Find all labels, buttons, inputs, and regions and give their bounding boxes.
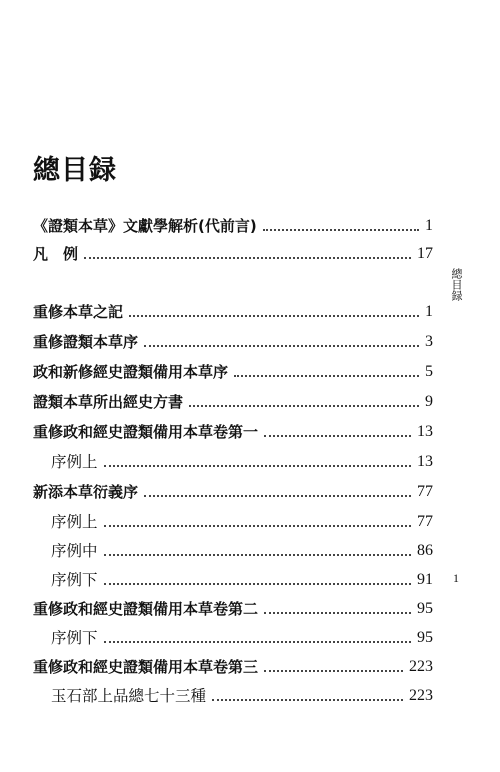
- toc-entry[interactable]: [33, 360, 433, 384]
- toc-entry-page: 9: [425, 393, 433, 410]
- leader-dots: [263, 228, 419, 231]
- toc-entry-page: 13: [417, 423, 433, 440]
- toc-entry-page: 77: [417, 513, 433, 530]
- toc-entry[interactable]: [33, 420, 433, 444]
- toc-entry-page: 91: [417, 571, 433, 588]
- leader-dots: [104, 553, 411, 556]
- toc-entry-label: 重修政和經史證類備用本草卷第二: [33, 600, 259, 618]
- toc-entry-page: 95: [417, 600, 433, 617]
- toc-entry-label: 玉石部上品總七十三種: [51, 687, 207, 705]
- leader-dots: [264, 669, 403, 672]
- leader-dots: [104, 582, 411, 585]
- leader-dots: [104, 464, 411, 467]
- page-title: 總目録: [33, 155, 117, 186]
- toc-entry-page: 95: [417, 629, 433, 646]
- toc-entry-label: 證類本草所出經史方書: [33, 393, 184, 411]
- toc-entry-label: 序例下: [51, 629, 98, 647]
- toc-entry-label: 序例上: [51, 513, 98, 531]
- toc-entry[interactable]: [33, 655, 433, 679]
- leader-dots: [104, 640, 411, 643]
- toc-entry[interactable]: [33, 300, 433, 324]
- toc-entry-label: 新添本草衍義序: [33, 483, 139, 501]
- toc-entry-label: 序例下: [51, 571, 98, 589]
- toc-entry-page: 3: [425, 333, 433, 350]
- toc-entry-page: 5: [425, 363, 433, 380]
- toc-entry-label: 重修政和經史證類備用本草卷第三: [33, 658, 259, 676]
- toc-entry-label: 重修本草之記: [33, 303, 124, 321]
- toc-entry-label: 序例上: [51, 453, 98, 471]
- toc-entry-page: 223: [409, 658, 433, 675]
- toc-entry[interactable]: [51, 539, 433, 563]
- toc-entry[interactable]: [51, 510, 433, 534]
- toc-entry[interactable]: [33, 597, 433, 621]
- leader-dots: [144, 494, 411, 497]
- leader-dots: [129, 314, 419, 317]
- toc-entry[interactable]: [33, 390, 433, 414]
- toc-entry[interactable]: [33, 214, 433, 238]
- toc-entry[interactable]: [51, 684, 433, 708]
- leader-dots: [264, 611, 411, 614]
- leader-dots: [84, 256, 411, 259]
- leader-dots: [212, 698, 403, 701]
- toc-entry-page: 86: [417, 542, 433, 559]
- toc-entry[interactable]: [51, 450, 433, 474]
- toc-entry-label: 重修政和經史證類備用本草卷第一: [33, 423, 259, 441]
- toc-entry[interactable]: [51, 626, 433, 650]
- running-header: 總目録: [450, 268, 463, 301]
- page-number: 1: [453, 571, 459, 585]
- toc-entry-label: 《證類本草》文獻學解析(代前言): [33, 217, 257, 235]
- leader-dots: [144, 344, 419, 347]
- toc-entry-page: 1: [425, 217, 433, 234]
- leader-dots: [234, 374, 419, 377]
- toc-entry-page: 77: [417, 483, 433, 500]
- toc-entry-label: 凡 例: [33, 245, 79, 263]
- leader-dots: [104, 524, 411, 527]
- toc-entry-page: 1: [425, 303, 433, 320]
- toc-entry[interactable]: [33, 480, 433, 504]
- toc-entry[interactable]: [51, 568, 433, 592]
- toc-entry[interactable]: [33, 330, 433, 354]
- leader-dots: [264, 434, 411, 437]
- toc-entry-label: 政和新修經史證類備用本草序: [33, 363, 229, 381]
- toc-entry-page: 223: [409, 687, 433, 704]
- toc-entry[interactable]: [33, 242, 433, 266]
- toc-entry-page: 13: [417, 453, 433, 470]
- toc-entry-label: 序例中: [51, 542, 98, 560]
- leader-dots: [189, 404, 419, 407]
- toc-entry-label: 重修證類本草序: [33, 333, 139, 351]
- toc-entry-page: 17: [417, 245, 433, 262]
